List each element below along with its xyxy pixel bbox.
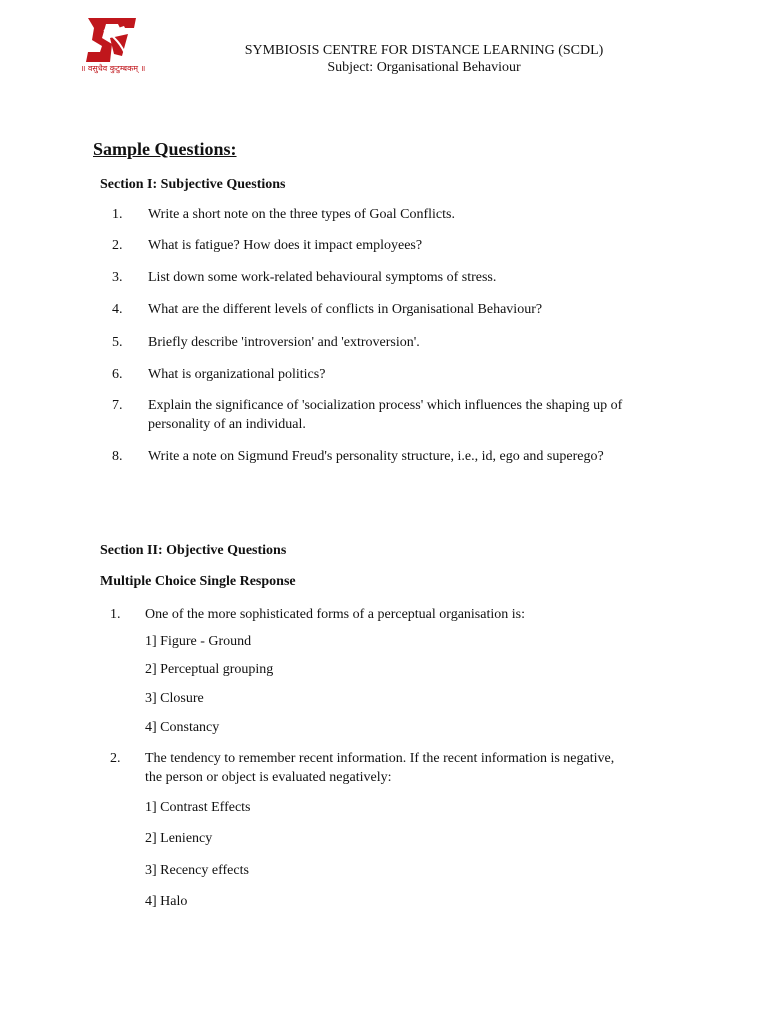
answer-option: 2] Leniency [145, 831, 213, 846]
question-text: Briefly describe 'introversion' and 'extroversion'. [148, 335, 420, 350]
answer-option: 3] Recency effects [145, 863, 249, 878]
question-text: What is fatigue? How does it impact employees? [148, 238, 423, 253]
section1-heading: Section I: Subjective Questions [100, 177, 286, 192]
question-number: 8. [112, 449, 123, 464]
answer-option: 2] Perceptual grouping [145, 662, 274, 677]
page-title: Sample Questions: [93, 139, 237, 159]
question-number: 3. [112, 270, 123, 285]
question-text: List down some work-related behavioural symptoms of stress. [148, 270, 497, 285]
question-text: One of the more sophisticated forms of a perceptual organisation is: [145, 607, 525, 622]
document-header [180, 42, 668, 76]
section2-heading: Section II: Objective Questions [100, 543, 287, 558]
question-number: 5. [112, 335, 123, 350]
logo-emblem-icon [80, 16, 144, 66]
question-text: Explain the significance of 'socialization process' which influences the shaping up of [148, 398, 623, 413]
section2-subheading: Multiple Choice Single Response [100, 574, 296, 589]
question-text-continued: personality of an individual. [148, 417, 306, 432]
question-number: 1. [110, 607, 121, 622]
answer-option: 1] Figure - Ground [145, 634, 252, 649]
question-text: Write a note on Sigmund Freud's personality structure, i.e., id, ego and superego? [148, 449, 604, 464]
question-number: 1. [112, 207, 123, 222]
answer-option: 4] Halo [145, 894, 188, 909]
logo-motto: ॥ वसुधैव कुटुम्बकम् ॥ [80, 64, 146, 73]
question-text: Write a short note on the three types of Goal Conflicts. [148, 207, 455, 222]
question-number: 4. [112, 302, 123, 317]
subject-name: Subject: Organisational Behaviour [327, 60, 521, 75]
question-text: What are the different levels of conflicts in Organisational Behaviour? [148, 302, 543, 317]
question-number: 2. [112, 238, 123, 253]
answer-option: 3] Closure [145, 691, 204, 706]
answer-option: 4] Constancy [145, 720, 220, 735]
question-number: 7. [112, 398, 123, 413]
question-text-continued: the person or object is evaluated negatively: [145, 770, 392, 785]
institute-name: SYMBIOSIS CENTRE FOR DISTANCE LEARNING (SCDL) [244, 43, 604, 58]
answer-option: 1] Contrast Effects [145, 800, 251, 815]
question-number: 6. [112, 367, 123, 382]
question-text: What is organizational politics? [148, 367, 326, 382]
question-number: 2. [110, 751, 121, 766]
question-text: The tendency to remember recent information. If the recent information is negative, [145, 751, 615, 766]
